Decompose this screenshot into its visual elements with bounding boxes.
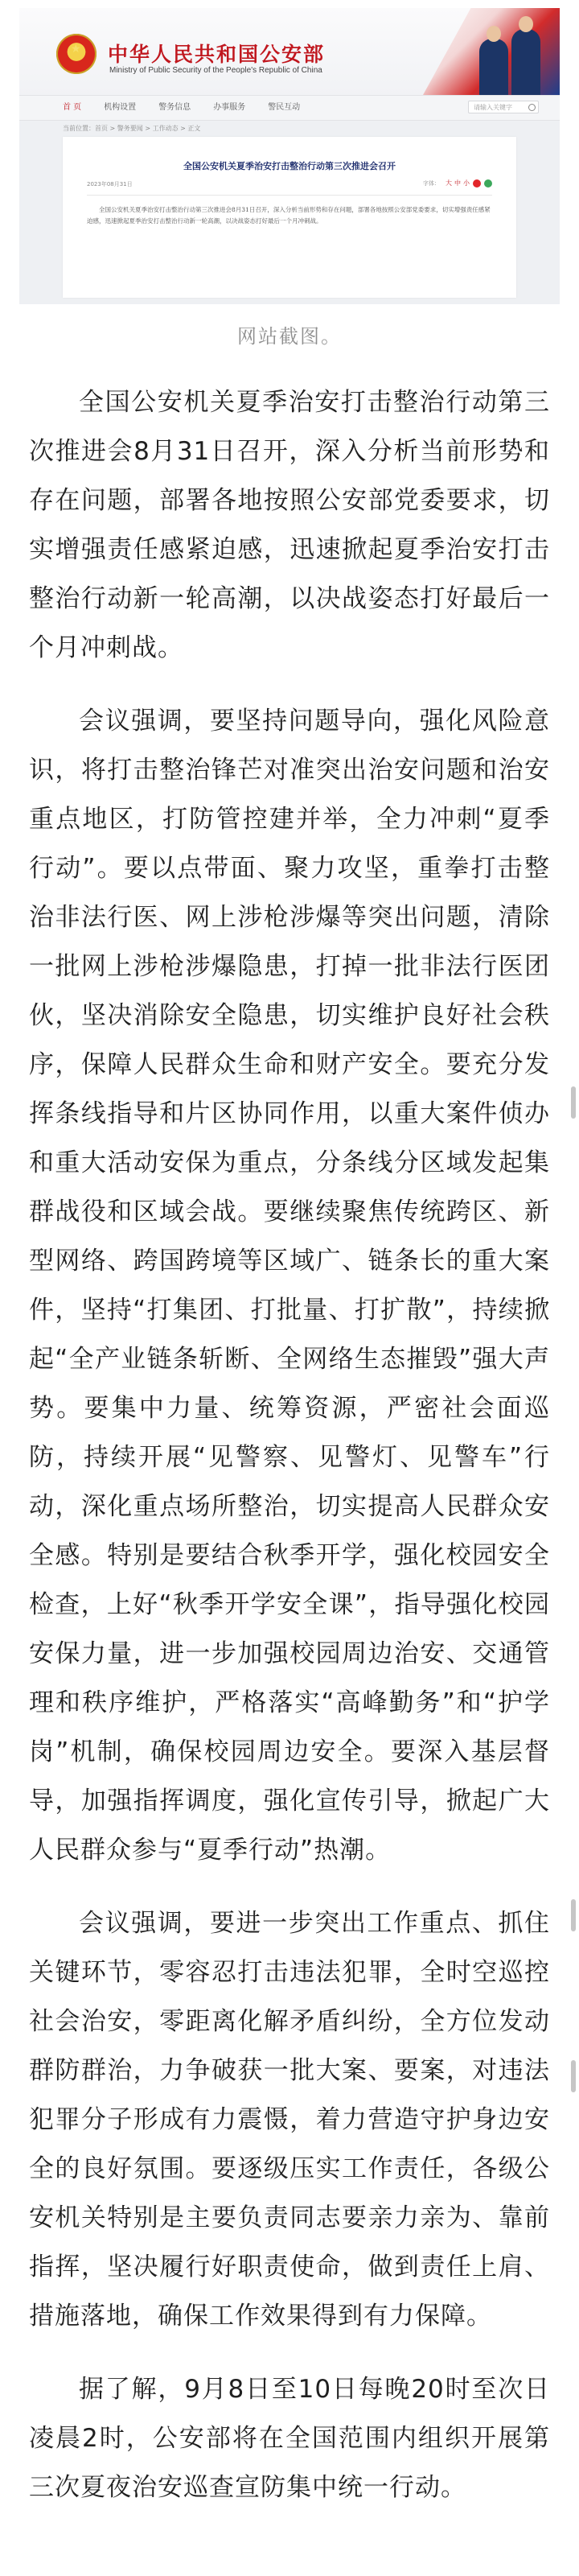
nav-home[interactable]: 首 页: [63, 103, 82, 112]
scrollbar-thumb[interactable]: [571, 2060, 576, 2092]
share-icon[interactable]: [473, 179, 481, 188]
police-figure: [511, 29, 540, 95]
search-placeholder: 请输入关键字: [474, 104, 512, 111]
font-size-small-button[interactable]: 小: [463, 179, 470, 187]
article-paragraph: 全国公安机关夏季治安打击整治行动第三次推进会8月31日召开，深入分析当前形势和存在问题，部署各地按照公安部党委要求，切实增强责任感紧迫感，迅速掀起夏季治安打击整治行动新一轮高潮，以决战姿态打好最后一个月冲刺战。: [29, 388, 550, 662]
nav-organization[interactable]: 机构设置: [104, 103, 137, 112]
share-icon[interactable]: [484, 179, 492, 188]
site-header: [19, 8, 560, 95]
police-figure: [479, 39, 508, 95]
search-input[interactable]: [468, 101, 539, 113]
site-name: 中华人民共和国公安部: [108, 43, 326, 66]
website-screenshot: [19, 8, 560, 304]
font-size-label: 字体：: [423, 179, 440, 187]
nav-interaction[interactable]: 警民互动: [268, 103, 301, 112]
article-title: 全国公安机关夏季治安打击整治行动第三次推进会召开: [183, 161, 396, 171]
nav-services[interactable]: 办事服务: [213, 103, 246, 112]
article-paragraph: 据了解，9月8日至10日每晚20时至次日凌晨2时，公安部将在全国范围内组织开展第三次夏夜治安巡查宣防集中统一行动。: [29, 2375, 550, 2502]
header-banner-image: [423, 8, 560, 95]
scrollbar-thumb[interactable]: [571, 1899, 576, 1931]
article-paragraph: 会议强调，要坚持问题导向，强化风险意识，将打击整治锋芒对准突出治安问题和治安重点地区，打防管控建并举，全力冲刺“夏季行动”。要以点带面、聚力攻坚，重拳打击整治非法行医、网上涉枪涉爆等突出问题，清除一批网上涉枪涉爆隐患，打掉一批非法行医团伙，坚决消除安全隐患，切实维护良好社会秩序，保障人民群众生命和财产安全。要充分发挥条线指导和片区协同作用，以重大案件侦办和重大活动安保为重点，分条线分区域发起集群战役和区域会战。要继续聚焦传统跨区、新型网络、跨国跨境等区域广、链条长的重大案件，坚持“打集团、打批量、打扩散”，持续掀起“全产业链条斩断、全网络生态摧毁”强大声势。要集中力量、统筹资源，严密社会面巡防，持续开展“见警察、见警灯、见警车”行动，深化重点场所整治，切实提高人民群众安全感。特别是要结合秋季开学，强化校园安全检查，上好“秋季开学安全课”，指导强化校园安保力量，进一步加强校园周边治安、交通管理和秩序维护，严格落实“高峰勤务”和“护学岗”机制，确保校园周边安全。要深入基层督导，加强指挥调度，强化宣传引导，掀起广大人民群众参与“夏季行动”热潮。: [29, 707, 550, 1865]
article-body: [29, 378, 550, 2537]
search-icon[interactable]: [528, 104, 536, 111]
article-date: 2023年08月31日: [87, 181, 133, 188]
article-card: [63, 137, 516, 298]
breadcrumb: 当前位置：首页 > 警务要闻 > 工作动态 > 正文: [63, 125, 201, 132]
article-paragraph: 会议强调，要进一步突出工作重点、抓住关键环节，零容忍打击违法犯罪，全时空巡控社会治安，零距离化解矛盾纠纷，全方位发动群防群治，力争破获一批大案、要案，对违法犯罪分子形成有力震慑，着力营造守护身边安全的良好氛围。要逐级压实工作责任，各级公安机关特别是主要负责同志要亲力亲为、靠前指挥，坚决履行好职责使命，做到责任上肩、措施落地，确保工作效果得到有力保障。: [29, 1909, 550, 2331]
font-size-large-button[interactable]: 大: [446, 179, 452, 187]
scrollbar-thumb[interactable]: [571, 1086, 576, 1119]
site-nav: [19, 95, 560, 121]
article-excerpt: 全国公安机关夏季治安打击整治行动第三次推进会8月31日召开，深入分析当前形势和存在问题，部署各地按照公安部党委要求，切实增强责任感紧迫感，迅速掀起夏季治安打击整治行动新一轮高潮，以决战姿态打好最后一个月冲刺战。: [87, 206, 491, 225]
nav-police-info[interactable]: 警务信息: [158, 103, 191, 112]
article-meta-bar: [87, 179, 492, 196]
image-caption: 网站截图。: [237, 325, 342, 348]
font-size-medium-button[interactable]: 中: [454, 179, 461, 187]
site-name-en: Ministry of Public Security of the People's Republic of China: [109, 66, 322, 75]
national-emblem-icon: ★: [56, 34, 96, 74]
